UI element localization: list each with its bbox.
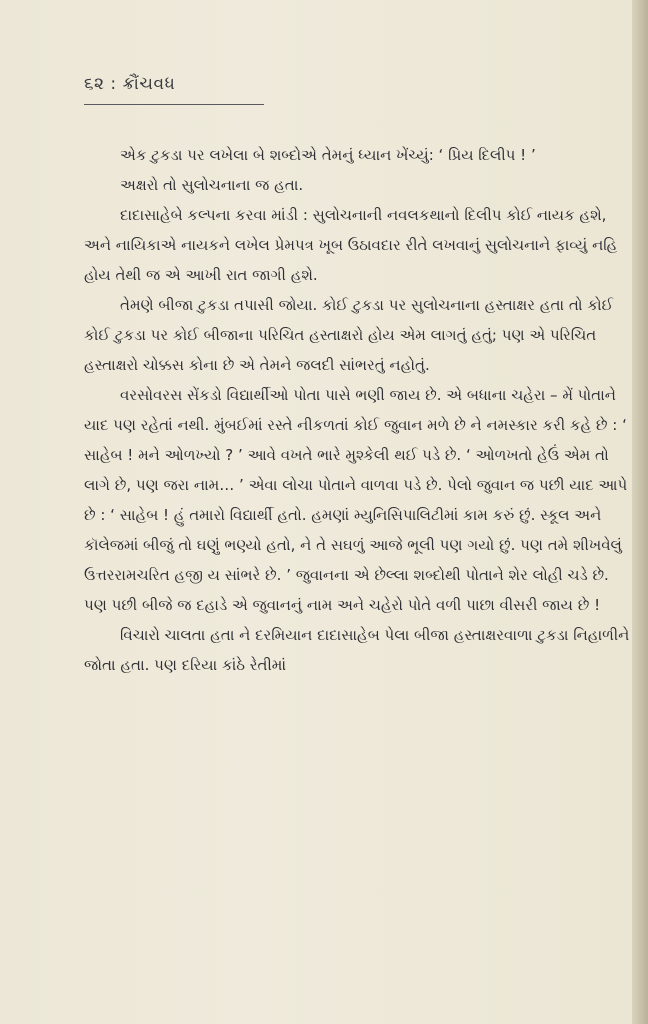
body-text [84, 140, 632, 680]
paragraph-4: તેમણે બીજા ટુકડા તપાસી જોયા. કોઈ ટુકડા પર સુલોચનાના હસ્તાક્ષર હતા તો કોઈ કોઈ ટુકડા પર કોઈ બીજાના પરિચિત હસ્તાક્ષરો હોય એમ લાગતું હતું; પણ એ પરિચિત હસ્તાક્ષરો ચોક્કસ કોના છે એ તેમને જલદી સાંભરતું નહોતું. [84, 296, 614, 374]
paragraph-3: દાદાસાહેબે કલ્પના કરવા માંડી : સુલોચનાની નવલકથાનો દિલીપ કોઈ નાયક હશે, અને નાયિકાએ નાયકને લખેલ પ્રેમપત્ર ખૂબ ઉઠાવદાર રીતે લખવાનું સુલોચનાને ફાવ્યું નહિ હોય તેથી જ એ આખી રાત જાગી હશે. [84, 206, 618, 284]
running-header [84, 74, 175, 94]
page-number: ૬૨ [84, 74, 105, 94]
paragraph-6: વિચારો ચાલતા હતા ને દરમિયાન દાદાસાહેબ પેલા બીજા હસ્તાક્ષરવાળા ટુકડા નિહાળીને જોતા હતા. પણ દરિયા કાંઠે રેતીમાં [84, 626, 630, 674]
paragraph-5: વરસોવરસ સેંકડો વિદ્યાર્થીઓ પોતા પાસે ભણી જાય છે. એ બધાના ચહેરા – મેં પોતાને યાદ પણ રહેતાં નથી. મુંબઈમાં રસ્તે નીકળતાં કોઈ જુવાન મળે છે ને નમસ્કાર કરી કહે છે : ‘ સાહેબ ! મને ઓળખ્યો ? ’ આવે વખતે ભારે મુશ્કેલી થઈ પડે છે. ‘ ઓળખતો હેઉં એમ તો લાગે છે, પણ જરા નામ… ’ એવા લોચા પોતાને વાળવા પડે છે. પેલો જુવાન જ પછી યાદ આપે છે : ‘ સાહેબ ! હું તમારો વિદ્યાર્થી હતો. હમણાં મ્યુનિસિપાલિટીમાં કામ કરું છું. સ્કૂલ અને કૉલેજમાં બીજું તો ઘણું ભણ્યો હતો, ને તે સઘળું આજે ભૂલી પણ ગયો છું. પણ તમે શીખવેલું ઉત્તરરામચરિત હજી ય સાંભરે છે. ’ જુવાનના એ છેલ્લા શબ્દોથી પોતાને શેર લોહી ચડે છે. પણ પછી બીજે જ દહાડે એ જુવાનનું નામ અને ચહેરો પોતે વળી પાછા વીસરી જાય છે ! [84, 386, 628, 614]
paragraph-1: એક ટુકડા પર લખેલા બે શબ્દોએ તેમનું ધ્યાન ખેંચ્યું: ‘ પ્રિય દિલીપ ! ’ [120, 146, 536, 164]
page-edge [632, 0, 648, 1024]
header-rule [84, 104, 264, 105]
header-separator: : [110, 74, 117, 94]
book-title: ક્રૌંચવધ [122, 74, 176, 94]
paragraph-2: અક્ષરો તો સુલોચનાના જ હતા. [120, 176, 304, 194]
